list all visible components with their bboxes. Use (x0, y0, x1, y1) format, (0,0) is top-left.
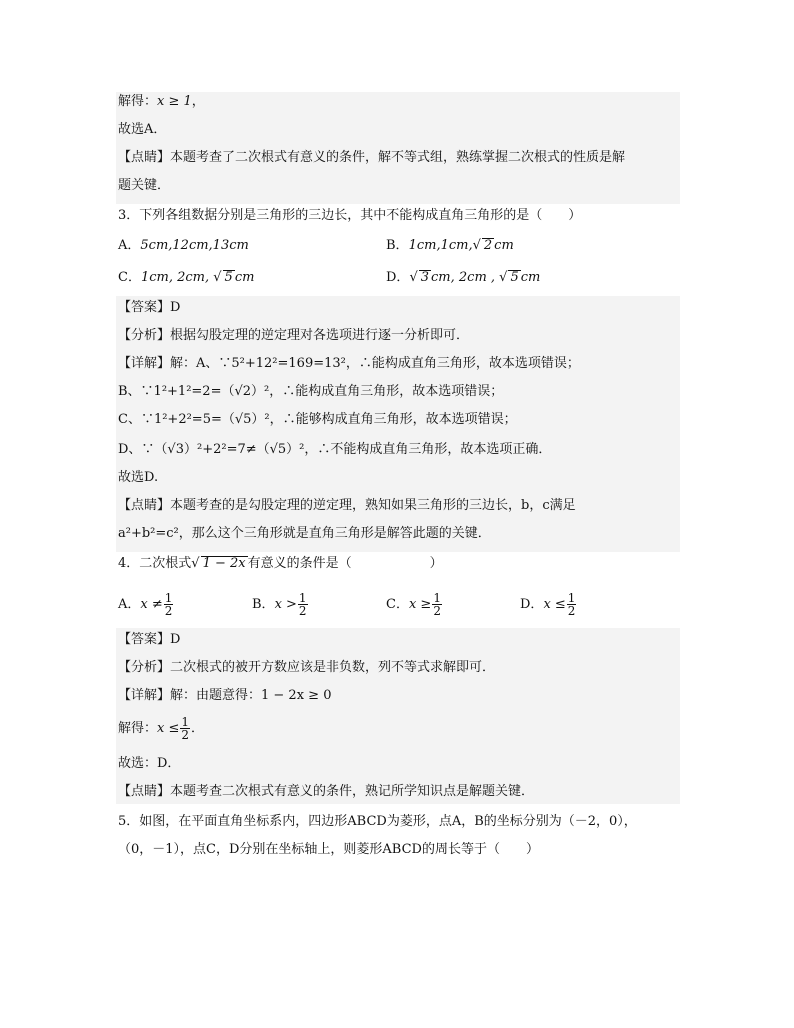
option-4c: C．x ≥ $\frac{1}{2}$ (386, 591, 441, 618)
question-3-stem: 3．下列各组数据分别是三角形的三边长，其中不能构成直角三角形的是（ ） (118, 208, 582, 223)
sqrt-icon: √ (409, 270, 418, 285)
comment-3-cont: a²+b²=c²，那么这个三角形就是直角三角形是解答此题的关键． (118, 526, 491, 541)
answer-4: 【答案】D (118, 632, 181, 647)
question-4-stem: 4．二次根式√ 1 − 2x 有意义的条件是（ ） (118, 556, 443, 571)
answer-3: 【答案】D (118, 300, 181, 315)
detail-4: 【详解】解：由题意得：1 − 2x ≥ 0 (118, 688, 332, 703)
sqrt-icon: √ (213, 270, 222, 285)
option-3a: A．5cm,12cm,13cm (118, 238, 249, 253)
comment-line-cont: 题关键． (118, 178, 171, 193)
detail-3d: D、∵（√3）²+2²=7≠（√5）²，∴不能构成直角三角形，故本选项正确． (118, 442, 552, 457)
question-5-stem: 5．如图，在平面直角坐标系内，四边形ABCD为菱形，点A，B的坐标分别为（－2，0）， (118, 814, 637, 829)
choose-4: 故选：D． (118, 756, 181, 771)
option-3b: B．1cm,1cm,√ 2 cm (386, 238, 514, 253)
detail-3c: C、∵1²+2²=5=（√5）²，∴能够构成直角三角形，故本选项错误； (118, 412, 517, 427)
solve-4: 解得：x ≤ $\frac{1}{2}$ ． (118, 715, 205, 742)
comment-3: 【点睛】本题考查的是勾股定理的逆定理，熟知如果三角形的三边长，b，c满足 (118, 498, 576, 513)
sqrt-icon: √ (472, 238, 481, 253)
comment-4: 【点睛】本题考查二次根式有意义的条件，熟记所学知识点是解题关键． (118, 784, 535, 799)
option-4b: B．x > $\frac{1}{2}$ (252, 591, 307, 618)
sqrt-icon: √ (191, 556, 200, 571)
option-3d: D．√ 3 cm, 2cm , √ 5 cm (386, 270, 541, 285)
option-4d: D．x ≤ $\frac{1}{2}$ (520, 591, 576, 618)
solve-line: 解得：x ≥ 1， (118, 94, 205, 109)
option-4a: A．x ≠ $\frac{1}{2}$ (118, 591, 173, 618)
analysis-3: 【分析】根据勾股定理的逆定理对各选项进行逐一分析即可． (118, 328, 470, 343)
question-5-stem-cont: （0，－1），点C，D分别在坐标轴上，则菱形ABCD的周长等于（ ） (118, 842, 539, 857)
sqrt-icon: √ (499, 270, 508, 285)
detail-3b: B、∵1²+1²=2=（√2）²，∴能构成直角三角形，故本选项错误； (118, 384, 504, 399)
comment-line: 【点睛】本题考查了二次根式有意义的条件，解不等式组，熟练掌握二次根式的性质是解 (118, 150, 626, 165)
detail-3a: 【详解】解：A、∵5²+12²=169=13²，∴能构成直角三角形，故本选项错误； (118, 356, 580, 371)
choose-line: 故选A． (118, 122, 167, 137)
analysis-4: 【分析】二次根式的被开方数应该是非负数，列不等式求解即可． (118, 660, 496, 675)
option-3c: C．1cm, 2cm, √ 5 cm (118, 270, 255, 285)
choose-3: 故选D. (118, 470, 159, 485)
